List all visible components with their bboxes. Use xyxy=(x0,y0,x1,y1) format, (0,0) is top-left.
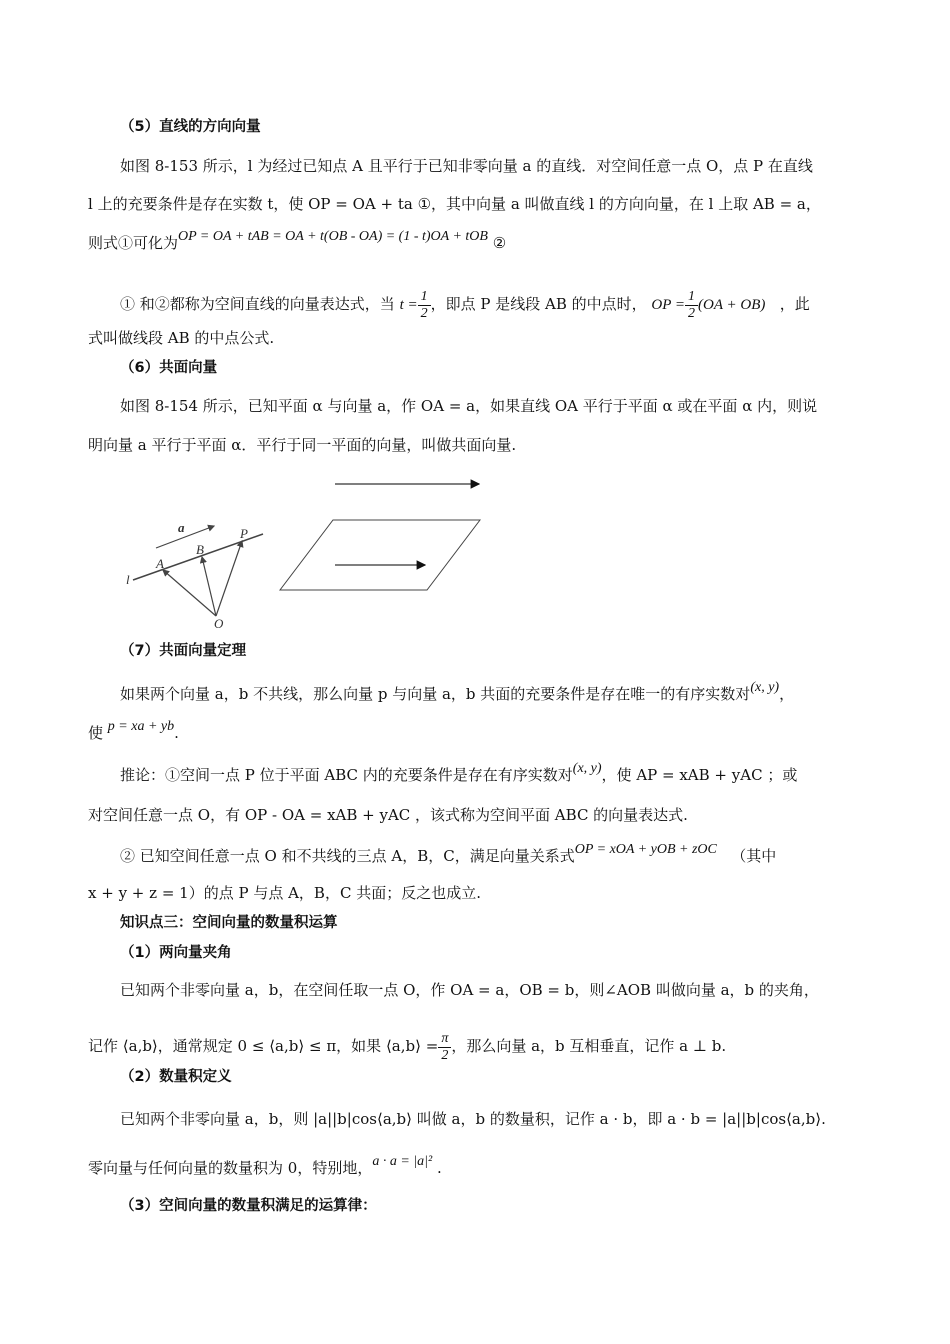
section-heading-direction-vector: （5）直线的方向向量 xyxy=(120,119,261,135)
text-span: ② xyxy=(492,234,507,252)
label-a: a xyxy=(178,520,185,535)
paragraph-line xyxy=(120,842,777,868)
vector-op xyxy=(216,541,242,616)
text-span: . xyxy=(436,1159,442,1177)
formula: OP = OA + tAB = OA + t(OB - OA) = (1 - t)OA + tOB xyxy=(178,229,488,244)
label-B: B xyxy=(196,542,204,557)
text-span: 推论：①空间一点 P 位于平面 ABC 内的充要条件是存在有序实数对 xyxy=(120,766,573,784)
formula: (x, y) xyxy=(572,761,602,776)
section-heading-coplanar-vectors: （6）共面向量 xyxy=(120,360,218,376)
paragraph-line xyxy=(88,1028,726,1064)
paragraph-line xyxy=(120,680,795,706)
text-span: 零向量与任何向量的数量积为 0，特别地， xyxy=(88,1159,373,1177)
subsection-heading-angle: （1）两向量夹角 xyxy=(120,945,232,961)
vector-ob xyxy=(202,557,216,616)
fraction-half xyxy=(685,289,698,322)
section-heading-dot-product: 知识点三：空间向量的数量积运算 xyxy=(120,915,338,931)
text-span: ，那么向量 a，b 互相垂直，记作 a ⊥ b. xyxy=(451,1037,727,1055)
formula: a · a = |a|² xyxy=(372,1154,433,1169)
paragraph-line xyxy=(120,286,810,323)
section-heading-coplanar-theorem: （7）共面向量定理 xyxy=(120,643,247,659)
figure-line-direction xyxy=(118,512,268,632)
formula: OP = xOA + yOB + zOC xyxy=(574,842,717,857)
paragraph-line xyxy=(88,1154,442,1180)
label-O: O xyxy=(214,616,224,631)
formula: OP = xyxy=(651,297,686,313)
text-span: . xyxy=(174,724,179,742)
paragraph-line xyxy=(88,719,179,745)
fraction-denominator: 2 xyxy=(420,305,428,321)
text-span: 记作 ⟨a,b⟩，通常规定 0 ≤ ⟨a,b⟩ ≤ π，如果 ⟨a,b⟩ = xyxy=(88,1037,439,1055)
fraction-pi-half xyxy=(438,1031,451,1064)
fraction-numerator: 1 xyxy=(685,289,698,306)
formula: p = xa + yb xyxy=(107,719,175,734)
plane-alpha xyxy=(280,520,480,590)
paragraph-line: 如图 8-153 所示，l 为经过已知点 A 且平行于已知非零向量 a 的直线．对空间任意一点 O，点 P 在直线 xyxy=(120,157,813,175)
subsection-heading-operation-laws: （3）空间向量的数量积满足的运算律： xyxy=(120,1198,377,1214)
label-l: l xyxy=(126,572,130,587)
subsection-heading-dot-product-def: （2）数量积定义 xyxy=(120,1069,232,1085)
text-span: ② 已知空间任意一点 O 和不共线的三点 A，B，C，满足向量关系式 xyxy=(120,847,575,865)
text-span: 如果两个向量 a，b 不共线，那么向量 p 与向量 a，b 共面的充要条件是存在唯一的有序实数对 xyxy=(120,685,751,703)
text-span: ， xyxy=(779,685,795,703)
paragraph-line: 如图 8-154 所示，已知平面 α 与向量 a，作 OA = a，如果直线 OA 平行于平面 α 或在平面 α 内，则说 xyxy=(120,397,818,415)
paragraph-line: 明向量 a 平行于平面 α．平行于同一平面的向量，叫做共面向量. xyxy=(88,436,517,454)
text-span: （其中 xyxy=(731,847,777,865)
paragraph-line: x + y + z = 1）的点 P 与点 A，B，C 共面；反之也成立. xyxy=(88,884,481,902)
paragraph-line: l 上的充要条件是存在实数 t，使 OP = OA + ta ①，其中向量 a 叫做直线 l 的方向向量，在 l 上取 AB = a， xyxy=(88,195,821,213)
text-span: ，此 xyxy=(779,295,810,313)
fraction-half xyxy=(418,289,431,322)
formula: (x, y) xyxy=(750,680,780,695)
paragraph-line xyxy=(120,761,798,787)
vector-a-arrow xyxy=(156,526,214,548)
fraction-numerator: 1 xyxy=(418,289,431,306)
fraction-numerator: π xyxy=(438,1031,451,1048)
text-span: 使 xyxy=(88,724,104,742)
figure-plane-parallel-vector xyxy=(275,474,485,594)
paragraph-line: 已知两个非零向量 a，b，则 |a||b|cos⟨a,b⟩ 叫做 a，b 的数量积，记作 a · b，即 a · b = |a||b|cos⟨a,b⟩. xyxy=(120,1110,826,1128)
formula: (OA + OB) xyxy=(698,297,766,313)
text-span: ，使 AP = xAB + yAC ；或 xyxy=(601,766,798,784)
fraction-denominator: 2 xyxy=(441,1047,449,1063)
fraction-denominator: 2 xyxy=(688,305,696,321)
label-A: A xyxy=(156,556,164,571)
text-span: 则式①可化为 xyxy=(88,234,179,252)
paragraph-line: 式叫做线段 AB 的中点公式. xyxy=(88,329,275,347)
formula: t = xyxy=(399,297,418,313)
label-P: P xyxy=(240,526,248,541)
paragraph-line: 已知两个非零向量 a，b，在空间任取一点 O，作 OA = a，OB = b，则∠AOB 叫做向量 a，b 的夹角， xyxy=(120,981,819,999)
text-span: ，即点 P 是线段 AB 的中点时， xyxy=(430,295,647,313)
paragraph-line xyxy=(88,229,507,255)
paragraph-line: 对空间任意一点 O，有 OP - OA = xAB + yAC ，该式称为空间平面 ABC 的向量表达式. xyxy=(88,806,688,824)
vector-oa xyxy=(163,570,216,616)
text-span: ① 和②都称为空间直线的向量表达式，当 xyxy=(120,295,395,313)
